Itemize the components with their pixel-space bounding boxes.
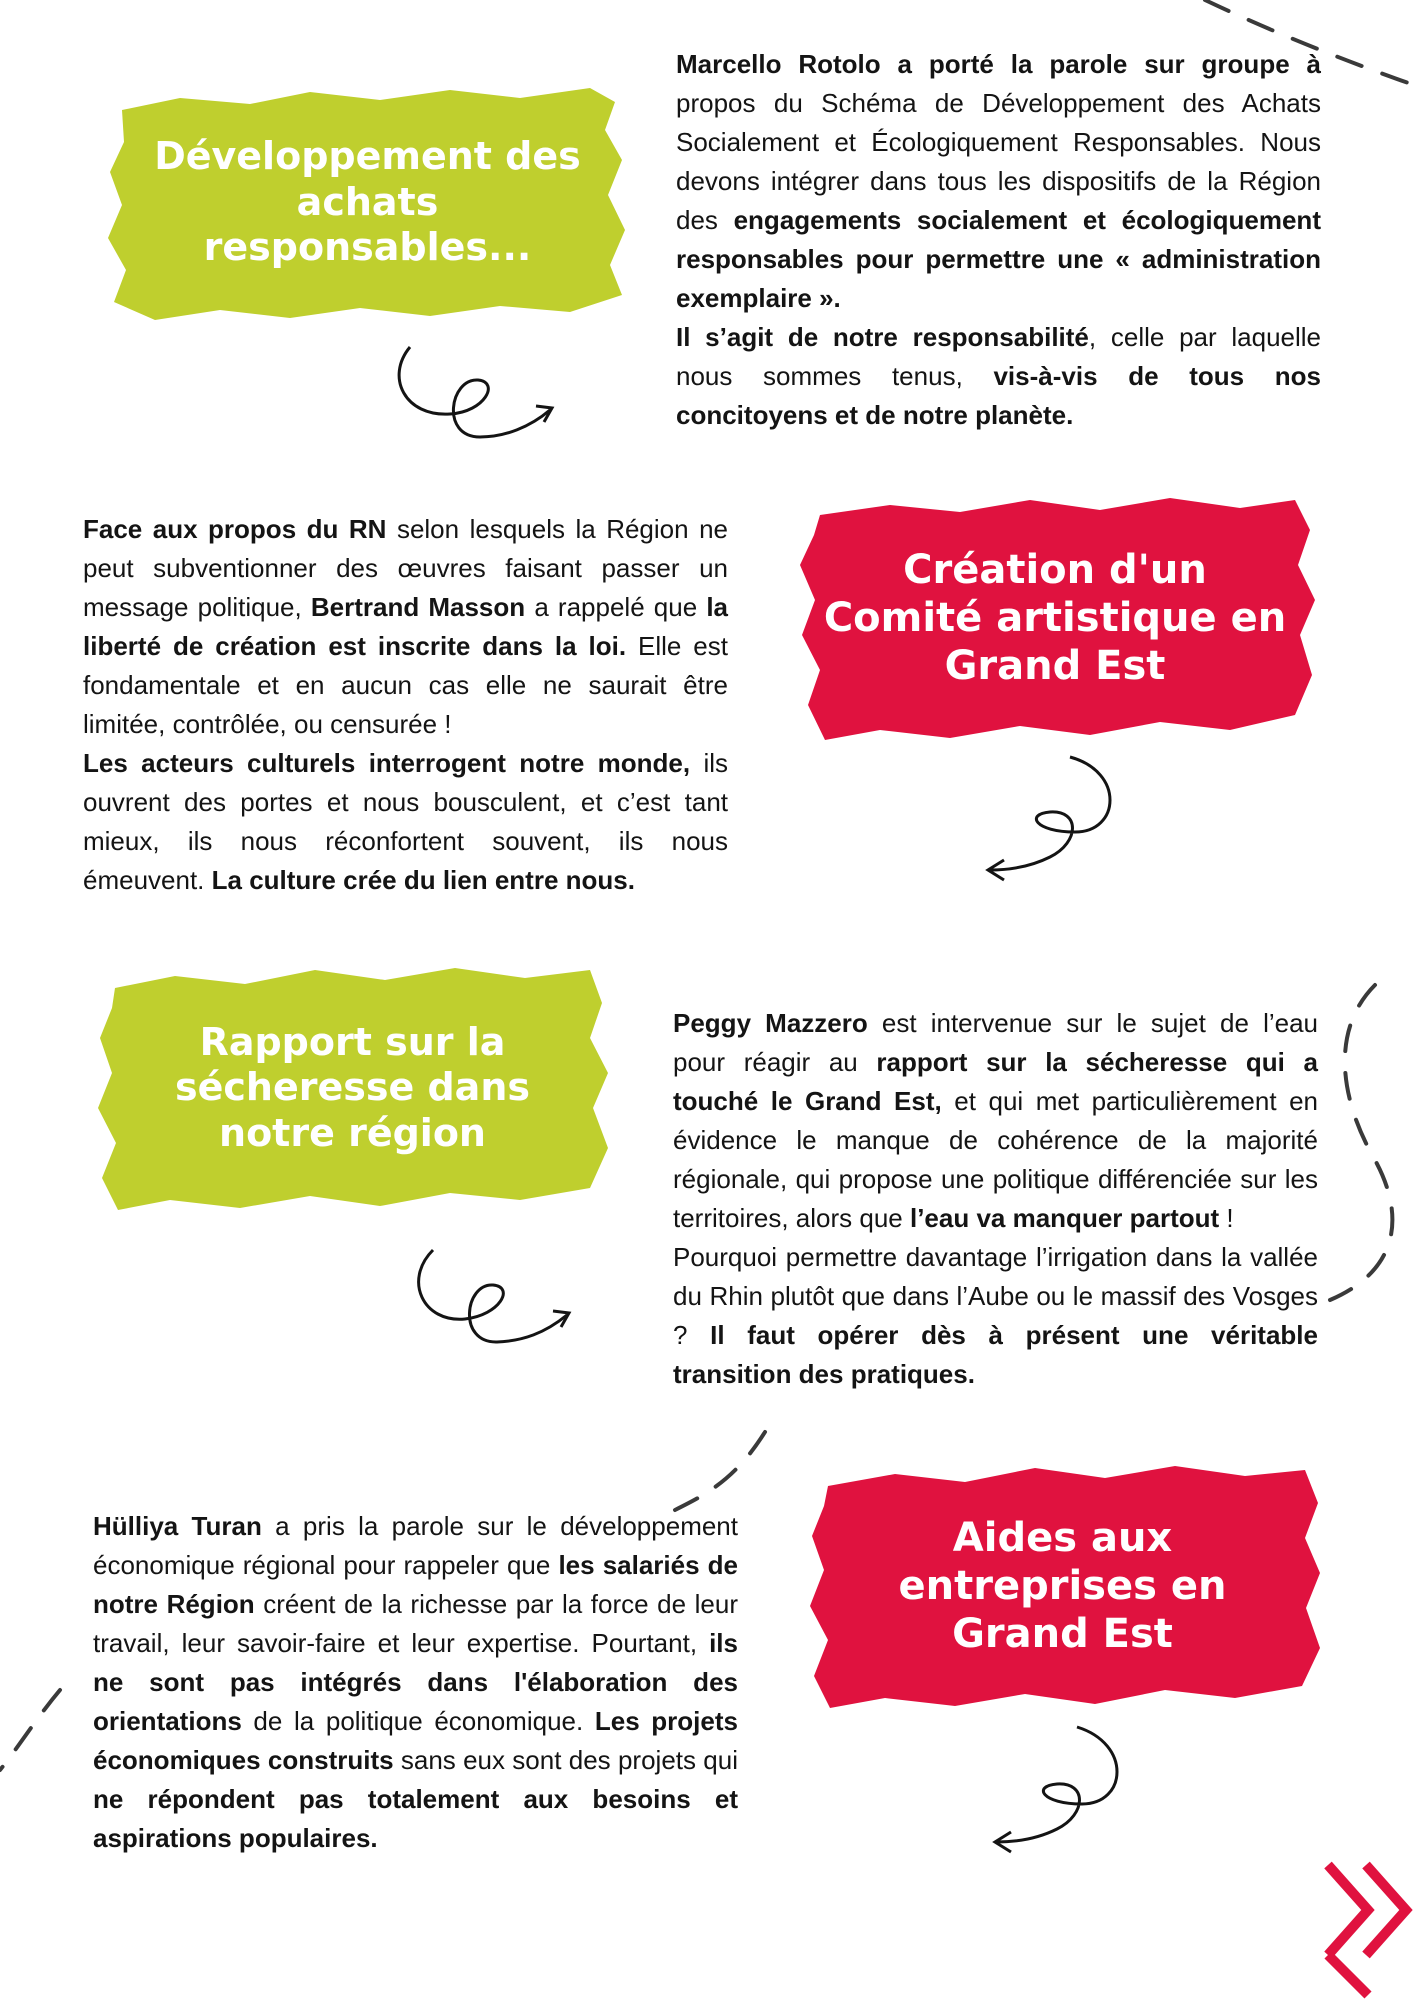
paragraph: Marcello Rotolo a porté la parole sur groupe à propos du Schéma de Développement des Achats Socialement et Écologiquement Responsables. Nous devons intégrer dans tous les dispositifs de la Région des engagements socialement et écologiquement responsables pour permettre une « administration exemplaire ».	[676, 49, 1321, 313]
curly-arrow-icon	[985, 1722, 1135, 1857]
section-1-text	[676, 45, 1321, 435]
curly-arrow-icon	[405, 1245, 585, 1355]
paragraph: Hülliya Turan a pris la parole sur le développement économique régional pour rappeler que les salariés de notre Région créent de la richesse par la force de leur travail, leur savoir-faire et leur expertise. Pourtant, ils ne sont pas intégrés dans l'élaboration des orientations de la politique économique. Les projets économiques construits sans eux sont des projets qui ne répondent pas totalement aux besoins et aspirations populaires.	[93, 1511, 738, 1853]
section-3-title: Rapport sur la sécheresse dans notre région	[174, 1019, 530, 1155]
section-1-title: Développement des achats responsables...	[154, 134, 581, 270]
section-2-text	[83, 510, 728, 900]
chevron-logo-icon	[1318, 1855, 1414, 2000]
banner-section-3	[90, 958, 615, 1218]
paragraph: Pourquoi permettre davantage l’irrigation dans la vallée du Rhin plutôt que dans l’Aube ou le massif des Vosges ? Il faut opérer dès à présent une véritable transition des pratiques.	[673, 1242, 1318, 1389]
section-2-title: Création d'un Comité artistique en Grand Est	[823, 546, 1287, 689]
section-3-text	[673, 1004, 1318, 1394]
section-4-title: Aides aux entreprises en Grand Est	[898, 1514, 1227, 1657]
banner-section-4	[800, 1458, 1325, 1713]
curly-arrow-icon	[390, 342, 570, 452]
paragraph: Il s’agit de notre responsabilité, celle par laquelle nous sommes tenus, vis-à-vis de tous nos concitoyens et de notre planète.	[676, 322, 1322, 430]
section-4-text	[93, 1507, 738, 1858]
paragraph: Face aux propos du RN selon lesquels la Région ne peut subventionner des œuvres faisant passer un message politique, Bertrand Masson a rappelé que la liberté de création est inscrite dans la loi. Elle est fondamentale et en aucun cas elle ne saurait être limitée, contrôlée, ou censurée !	[83, 514, 728, 739]
paragraph: Les acteurs culturels interrogent notre monde, ils ouvrent des portes et nous bousculent, et c’est tant mieux, ils nous réconfortent souvent, ils nous émeuvent. La culture crée du lien entre nous.	[83, 748, 728, 895]
banner-section-2	[790, 490, 1320, 745]
paragraph: Peggy Mazzero est intervenue sur le sujet de l’eau pour réagir au rapport sur la sécheresse qui a touché le Grand Est, et qui met particulièrement en évidence le manque de cohérence de la majorité régionale, qui propose une politique différenciée sur les territoires, alors que l’eau va manquer partout !	[673, 1008, 1319, 1233]
banner-section-1	[100, 80, 635, 325]
curly-arrow-icon	[980, 752, 1130, 887]
